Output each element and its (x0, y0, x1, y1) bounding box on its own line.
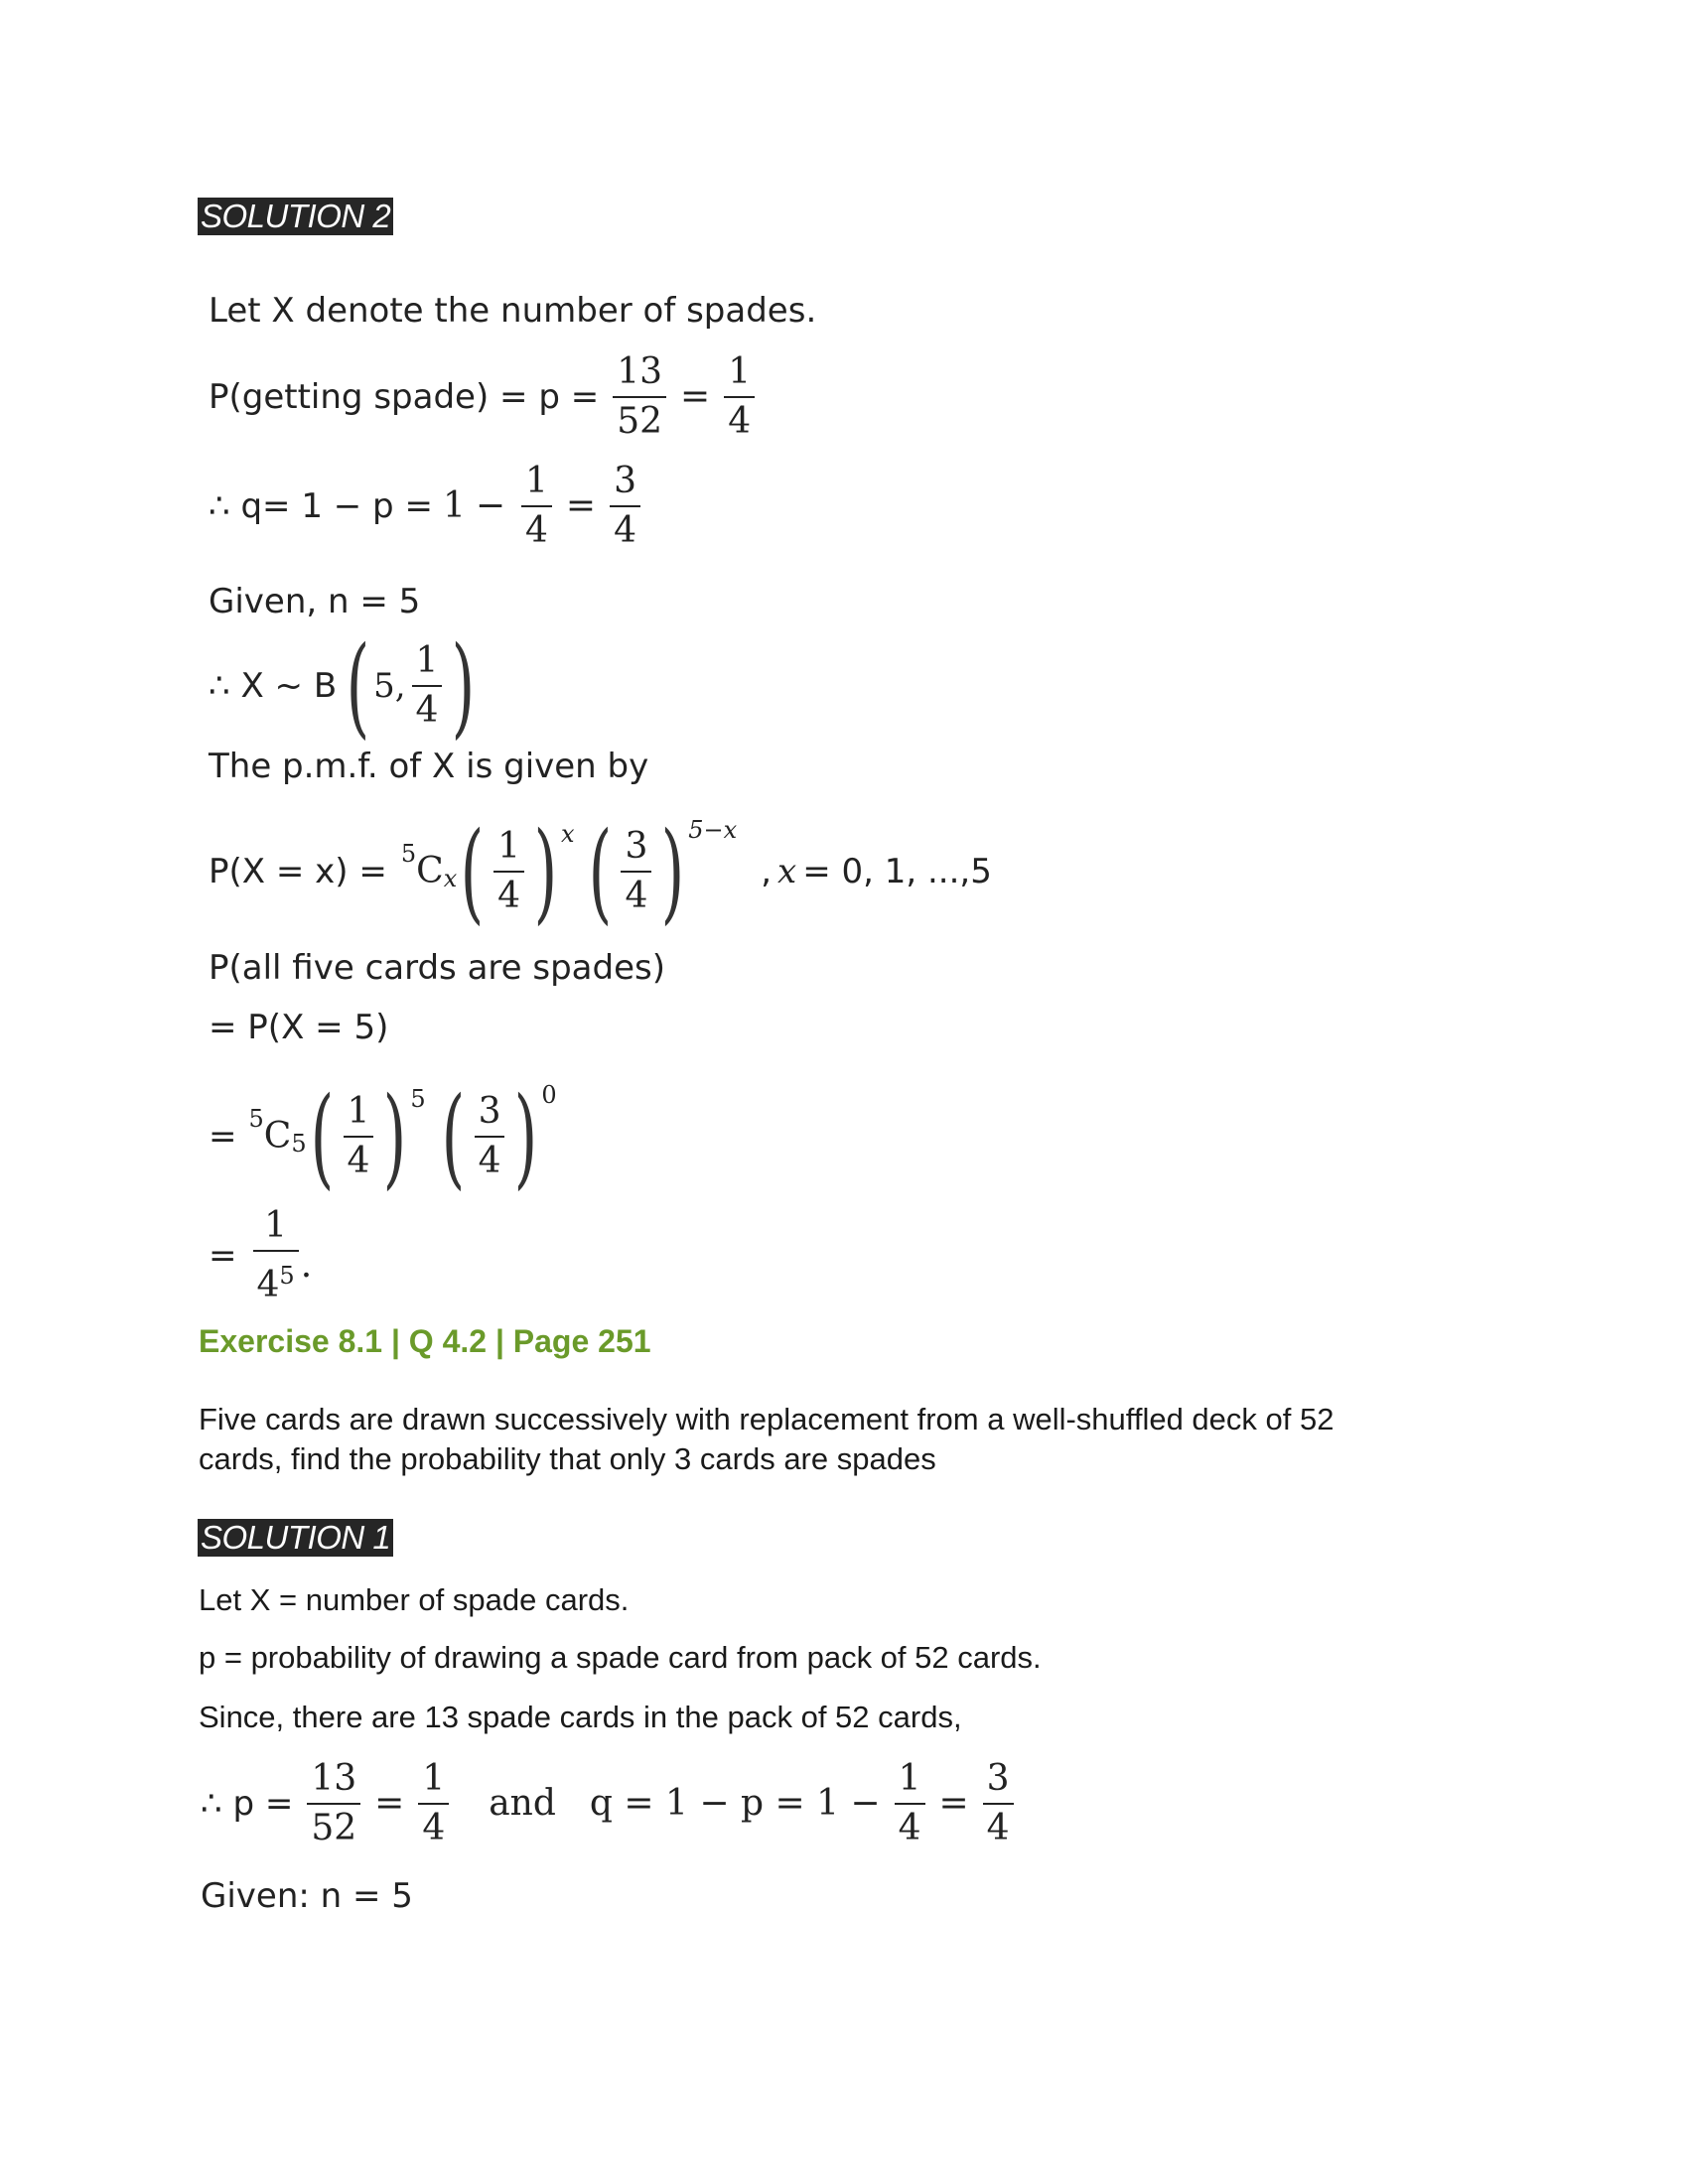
fraction-13-52 (307, 1759, 360, 1848)
p-label: ∴ p = (201, 1784, 294, 1824)
numerator: 1 (728, 351, 752, 392)
question-line-1: Five cards are drawn successively with replacement from a well-shuffled deck of 52 (199, 1402, 1335, 1436)
p-getting-spade-line (209, 352, 761, 442)
given-n-line (209, 582, 420, 621)
solution1-line-2: p = probability of drawing a spade card from pack of 52 cards. (199, 1640, 1042, 1675)
combination-c: C (263, 1115, 292, 1157)
solution1-line-3: Since, there are 13 spade cards in the pack of 52 cards, (199, 1700, 962, 1734)
equals: = (374, 1783, 405, 1824)
numerator: 1 (422, 1758, 446, 1799)
fraction-1-over-4-pow-5 (253, 1206, 299, 1305)
fraction-3-4 (983, 1759, 1014, 1848)
solution-2-badge: SOLUTION 2 (198, 198, 393, 235)
numerator: 13 (311, 1758, 357, 1799)
denominator: 4 (983, 1803, 1014, 1848)
all-five-spades-line (209, 948, 665, 988)
denominator: 4 (621, 871, 651, 916)
text: Let X denote the number of spades. (209, 291, 817, 331)
p-label: P(getting spade) = p = (209, 377, 600, 417)
solution2-line-intro (209, 291, 816, 331)
text: = P(X = 5) (209, 1008, 389, 1047)
denominator: 4 (344, 1136, 374, 1181)
range-variable: x (777, 851, 797, 891)
final-answer-line (209, 1206, 312, 1305)
distribution-line (209, 622, 479, 750)
q-line (209, 462, 646, 551)
range-values: = 0, 1, ...,5 (802, 851, 992, 891)
fraction-1-4 (418, 1759, 449, 1848)
combination-c: C (416, 850, 444, 891)
n-value: 5, (373, 666, 406, 706)
numerator: 3 (625, 825, 648, 867)
text: P(all five cards are spades) (209, 948, 665, 988)
left-paren: ( (310, 1072, 334, 1200)
equals: = (938, 1783, 969, 1824)
exponent-0: 0 (541, 1081, 557, 1109)
fraction-1-4 (724, 352, 755, 442)
numerator: 1 (264, 1205, 288, 1246)
dist-label: ∴ X ~ B (209, 666, 338, 706)
one: 1 (442, 485, 466, 526)
denominator: 4 (493, 871, 524, 916)
denominator: 4 (475, 1136, 505, 1181)
base: 4 (256, 1265, 280, 1305)
numerator: 3 (986, 1758, 1010, 1799)
left-paren: ( (588, 807, 612, 935)
fraction-3-4 (475, 1092, 505, 1181)
equals: = (565, 485, 597, 526)
c-subscript: 5 (291, 1130, 307, 1158)
p-and-q-line (201, 1759, 1020, 1848)
and-word: and (489, 1783, 556, 1824)
denominator: 4 (610, 505, 640, 551)
p-x-5-line (209, 1008, 388, 1047)
left-paren: ( (441, 1072, 465, 1200)
left-paren: ( (346, 622, 370, 750)
denominator: 4 (724, 396, 755, 442)
equals: = (209, 1236, 237, 1276)
text: Given: n = 5 (201, 1876, 413, 1916)
period: . (300, 1245, 313, 1286)
fraction-3-4 (621, 827, 651, 916)
fraction-1-4 (521, 462, 552, 551)
fraction-1-4 (895, 1759, 925, 1848)
c-superscript: 5 (400, 840, 417, 868)
right-paren: ) (452, 622, 476, 750)
denominator: 4 (418, 1803, 449, 1848)
c-superscript: 5 (248, 1105, 264, 1133)
numerator: 3 (614, 461, 636, 501)
solution1-line-1: Let X = number of spade cards. (199, 1582, 630, 1617)
pmf-label: P(X = x) = (209, 851, 387, 891)
left-paren: ( (460, 807, 485, 935)
exponent-5-minus-x: 5−x (688, 816, 738, 844)
fraction-13-52 (613, 352, 666, 442)
exercise-heading: Exercise 8.1 | Q 4.2 | Page 251 (199, 1323, 651, 1359)
numerator: 13 (617, 351, 663, 392)
denominator: 52 (613, 396, 666, 442)
exponent: 5 (279, 1262, 295, 1290)
denominator: 4 (521, 505, 552, 551)
fraction-1-4 (412, 641, 443, 731)
q-expression: q = 1 − p = 1 − (589, 1783, 881, 1824)
text: Given, n = 5 (209, 582, 421, 621)
denominator: 4 (895, 1803, 925, 1848)
denominator (253, 1250, 299, 1305)
exponent-x: x (560, 820, 575, 848)
numerator: 1 (497, 825, 521, 867)
denominator: 52 (307, 1803, 360, 1848)
right-paren: ) (661, 807, 685, 935)
question-line-2: cards, find the probability that only 3 cards are spades (199, 1441, 936, 1476)
minus: − (475, 485, 506, 526)
denominator: 4 (412, 685, 443, 731)
solution-1-badge: SOLUTION 1 (198, 1519, 393, 1557)
fraction-1-4 (344, 1092, 374, 1181)
right-paren: ) (514, 1072, 538, 1200)
numerator: 1 (347, 1090, 370, 1132)
fraction-3-4 (610, 462, 640, 551)
pmf-intro-line (209, 747, 648, 786)
exponent-5: 5 (410, 1085, 426, 1113)
numerator: 3 (478, 1090, 501, 1132)
given-n-line (201, 1876, 413, 1916)
numerator: 1 (525, 461, 548, 501)
text: The p.m.f. of X is given by (209, 747, 649, 786)
pmf-formula-line (209, 807, 992, 935)
numerator: 1 (898, 1758, 921, 1799)
comma: , (761, 851, 773, 891)
right-paren: ) (383, 1072, 407, 1200)
result-formula-line (209, 1072, 557, 1200)
right-paren: ) (533, 807, 558, 935)
numerator: 1 (415, 640, 439, 681)
q-label: ∴ q= 1 − p = (209, 486, 433, 526)
c-subscript: x (443, 865, 458, 892)
equals: = (680, 376, 711, 417)
equals: = (209, 1116, 237, 1157)
fraction-1-4 (493, 827, 524, 916)
